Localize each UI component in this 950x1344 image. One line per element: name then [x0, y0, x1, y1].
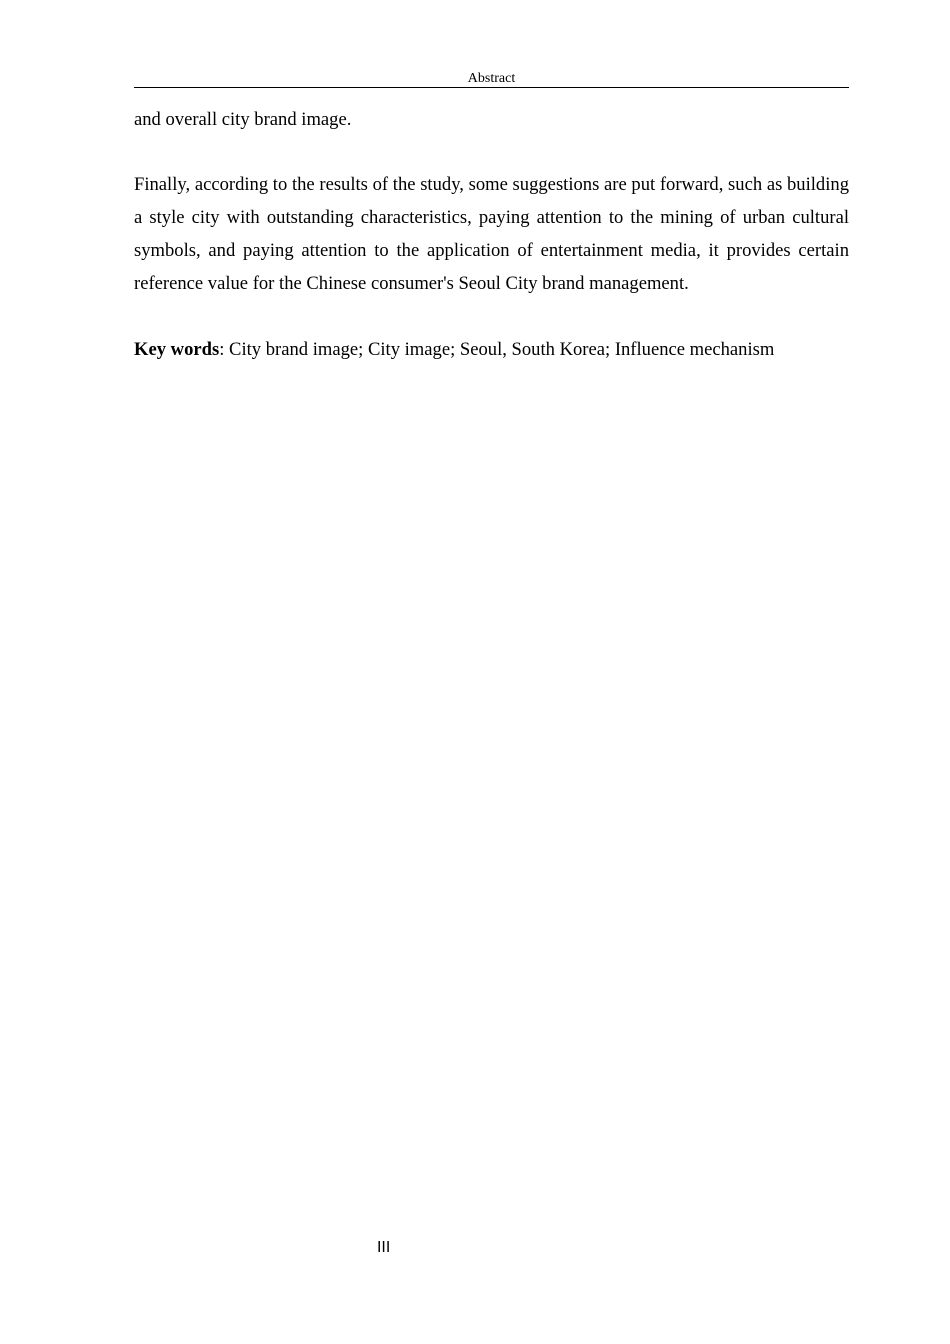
- keywords-text: City brand image; City image; Seoul, South Korea; Influence mechanism: [229, 339, 775, 360]
- running-header: [134, 70, 849, 88]
- page-number: III: [377, 1238, 391, 1256]
- header-title: Abstract: [467, 71, 516, 86]
- paragraph-suggestions: Finally, according to the results of the study, some suggestions are put forward, such as building a style city with outstanding characteristics, paying attention to the mining of urban cultural symbols, and paying attention to the application of entertainment media, it provides certain reference value for the Chinese consumer's Seoul City brand management.: [134, 174, 849, 294]
- keywords-line: [134, 333, 849, 366]
- keywords-label: Key words: [134, 339, 220, 360]
- paragraph-continuation: and overall city brand image.: [134, 109, 352, 130]
- keywords-separator: :: [219, 339, 230, 360]
